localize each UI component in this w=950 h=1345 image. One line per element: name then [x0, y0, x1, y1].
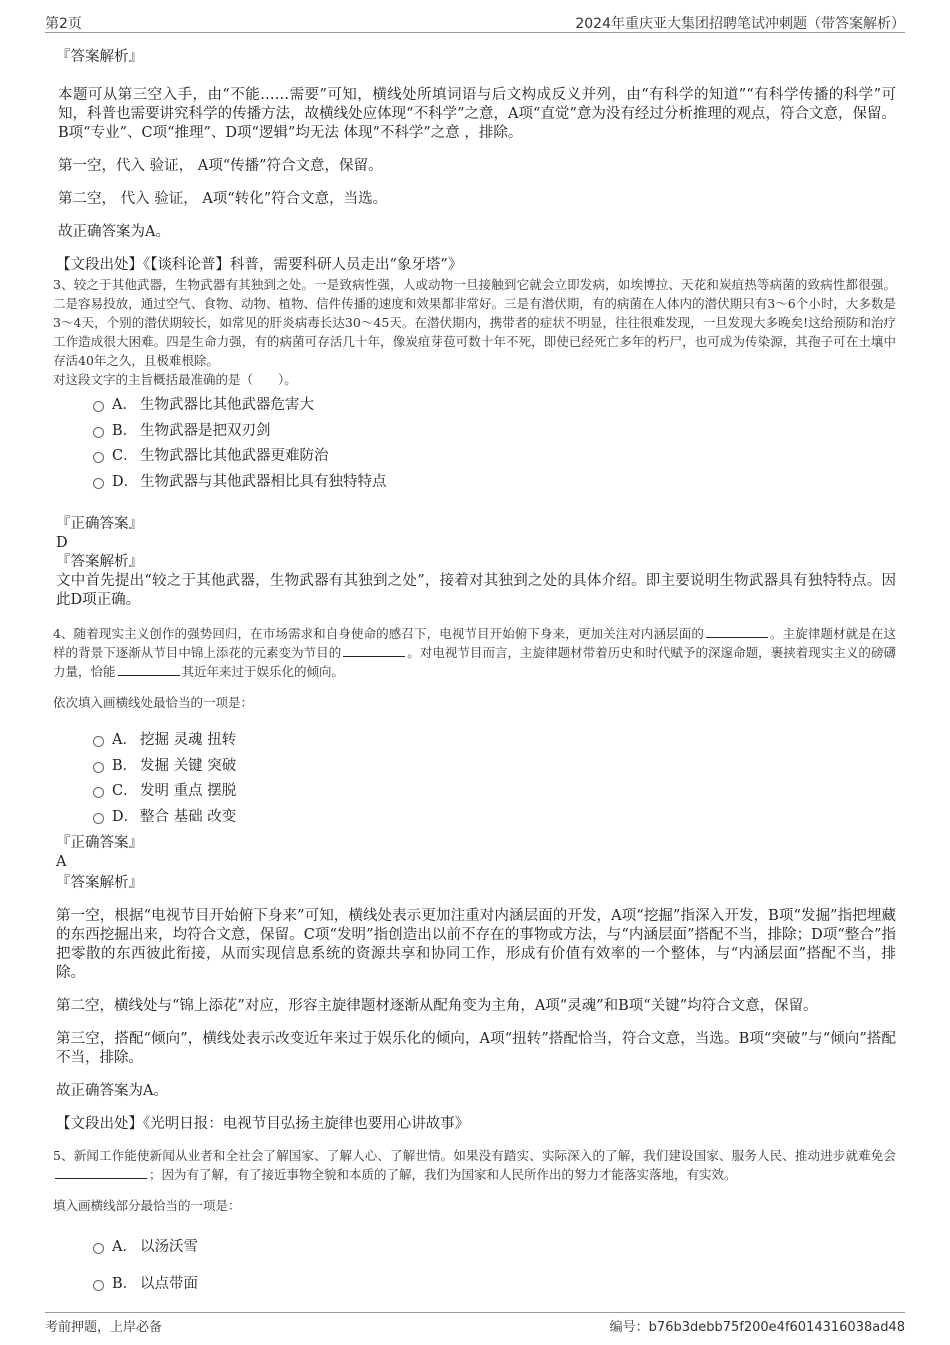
option-b[interactable]: B． 以点带面 — [93, 1264, 896, 1301]
document-title: 2024年重庆亚大集团招聘笔试冲刺题（带答案解析） — [575, 16, 905, 32]
option-a[interactable]: A． 生物武器比其他武器危害大 — [93, 391, 896, 417]
document-id: 编号：b76b3debb75f200e4f6014316038ad48 — [609, 1320, 905, 1335]
radio-button[interactable] — [93, 762, 104, 773]
answer-label: 『正确答案』 — [56, 516, 143, 532]
source-citation: 【文段出处】《光明日报：电视节目弘扬主旋律也要用心讲故事》 — [56, 1116, 470, 1132]
question-prompt: 依次填入画横线处最恰当的一项是： — [53, 695, 254, 710]
radio-button[interactable] — [93, 401, 104, 412]
page-header — [45, 8, 905, 33]
fill-blank — [118, 663, 180, 676]
fill-blank — [55, 1166, 147, 1179]
analysis-label: 『答案解析』 — [56, 875, 143, 891]
question-stem: 3、较之于其他武器，生物武器有其独到之处。一是致病性强，人或动物一旦接触到它就会立即发病，如埃博拉、天花和炭疽热等病菌的致病性都很强。二是容易投放，通过空气、食物、动物、植物、信件传播的速度和效果都非常好。三是有潜伏期，有的病菌在人体内的潜伏期只有3～6个小时，大多数是3～4天，个别的潜伏期较长，如常见的肝炎病毒长达30～45天。在潜伏期内，携带者的症状不明显，往往很难发现，一旦发现大多晚矣!这给预防和治疗工作造成很大困难。四是生命力强，有的病菌可存活几十年，像炭疽芽苞可数十年不死，即使已经死亡多年的朽尸，也可成为传染源，其孢子可在土壤中存活40年之久，且极难根除。 — [53, 277, 896, 368]
radio-button[interactable] — [93, 813, 104, 824]
page-number: 第2页 — [45, 16, 82, 32]
analysis-paragraph: 故正确答案为A。 — [56, 1083, 168, 1099]
analysis-label: 『答案解析』 — [56, 554, 143, 570]
radio-button[interactable] — [93, 787, 104, 798]
question-stem: 4、随着现实主义创作的强势回归，在市场需求和自身使命的感召下，电视节目开始俯下身来，更加关注对内涵层面的 。主旋律题材就是在这样的背景下逐渐从节目中锦上添花的元素变为节目的 。对电视节目而言，主旋律题材带着历史和时代赋予的深邃命题，裹挟着现实主义的磅礴力量，恰能 其近年来过于娱乐化的倾向。 — [53, 626, 896, 679]
analysis-paragraph: 第一空，代入 验证， A项“传播”符合文意，保留。 — [58, 158, 383, 174]
footer-slogan: 考前押题，上岸必备 — [45, 1320, 163, 1335]
option-b[interactable]: B． 生物武器是把双刃剑 — [93, 417, 896, 443]
options-list — [93, 391, 896, 493]
option-d[interactable]: D． 整合 基础 改变 — [93, 803, 896, 829]
options-list — [93, 726, 896, 828]
analysis-paragraph: 第三空，搭配“倾向”，横线处表示改变近年来过于娱乐化的倾向，A项“扭转”搭配恰当，符合文意，当选。B项“突破”与“倾向”搭配不当，排除。 — [56, 1031, 896, 1066]
answer-value: A — [56, 854, 67, 870]
options-list — [93, 1227, 896, 1301]
question-prompt: 填入画横线部分最恰当的一项是： — [53, 1198, 241, 1213]
answer-value: D — [56, 535, 68, 551]
option-a[interactable]: A． 挖掘 灵魂 扭转 — [93, 726, 896, 752]
source-citation: 【文段出处】《【谈科论普】科普，需要科研人员走出“象牙塔”》 — [56, 257, 463, 273]
question-3 — [53, 275, 896, 493]
page-footer — [45, 1312, 905, 1339]
fill-blank — [706, 625, 768, 638]
option-a[interactable]: A． 以汤沃雪 — [93, 1227, 896, 1264]
question-4 — [53, 624, 896, 828]
option-c[interactable]: C． 发明 重点 摆脱 — [93, 777, 896, 803]
analysis-paragraph: 第二空，横线处与“锦上添花”对应，形容主旋律题材逐渐从配角变为主角，A项“灵魂”和B项“关键”均符合文意，保留。 — [56, 998, 818, 1014]
option-d[interactable]: D． 生物武器与其他武器相比具有独特特点 — [93, 468, 896, 494]
radio-button[interactable] — [93, 452, 104, 463]
radio-button[interactable] — [93, 1280, 104, 1291]
analysis-paragraph: 文中首先提出“较之于其他武器，生物武器有其独到之处”，接着对其独到之处的具体介绍。即主要说明生物武器具有独特特点。因此D项正确。 — [56, 573, 896, 608]
question-prompt: 对这段文字的主旨概括最准确的是（ ）。 — [53, 372, 297, 387]
analysis-label: 『答案解析』 — [56, 49, 143, 65]
radio-button[interactable] — [93, 736, 104, 747]
fill-blank — [343, 644, 405, 657]
radio-button[interactable] — [93, 478, 104, 489]
option-c[interactable]: C． 生物武器比其他武器更难防治 — [93, 442, 896, 468]
analysis-paragraph: 第一空，根据“电视节目开始俯下身来”可知，横线处表示更加注重对内涵层面的开发，A项“挖掘”指深入开发，B项“发掘”指把埋藏的东西挖掘出来，均符合文意，保留。C项“发明”指创造出以前不存在的事物或方法，与“内涵层面”搭配不当，排除；D项“整合”指把零散的东西彼此衔接，从而实现信息系统的资源共享和协同工作，形成有价值有效率的一个整体，与“内涵层面”搭配不当，排除。 — [56, 908, 896, 981]
radio-button[interactable] — [93, 427, 104, 438]
page-content — [53, 44, 896, 1301]
analysis-paragraph: 故正确答案为A。 — [58, 224, 170, 240]
question-5 — [53, 1146, 896, 1301]
radio-button[interactable] — [93, 1243, 104, 1254]
analysis-paragraph: 第二空， 代入 验证， A项“转化”符合文意，当选。 — [58, 191, 388, 207]
answer-label: 『正确答案』 — [56, 835, 143, 851]
question-stem: 5、新闻工作能使新闻从业者和全社会了解国家、了解人心、了解世情。如果没有踏实、实际深入的了解，我们建设国家、服务人民、推动进步就难免会；因为有了解，有了接近事物全貌和本质的了解，我们为国家和人民所作出的努力才能落实落地，有实效。 — [53, 1148, 896, 1182]
option-b[interactable]: B． 发掘 关键 突破 — [93, 752, 896, 778]
analysis-paragraph: 本题可从第三空入手，由“不能……需要”可知，横线处所填词语与后文构成反义并列，由“有科学的知道”“有科学传播的科学”可知，科普也需要讲究科学的传播方法，故横线处应体现“不科学”之意，A项“直觉”意为没有经过分析推理的观点，符合文意，保留。B项“专业”、C项“推理”、D项“逻辑”均无法 体现“不科学”之意 ，排除。 — [58, 87, 896, 141]
